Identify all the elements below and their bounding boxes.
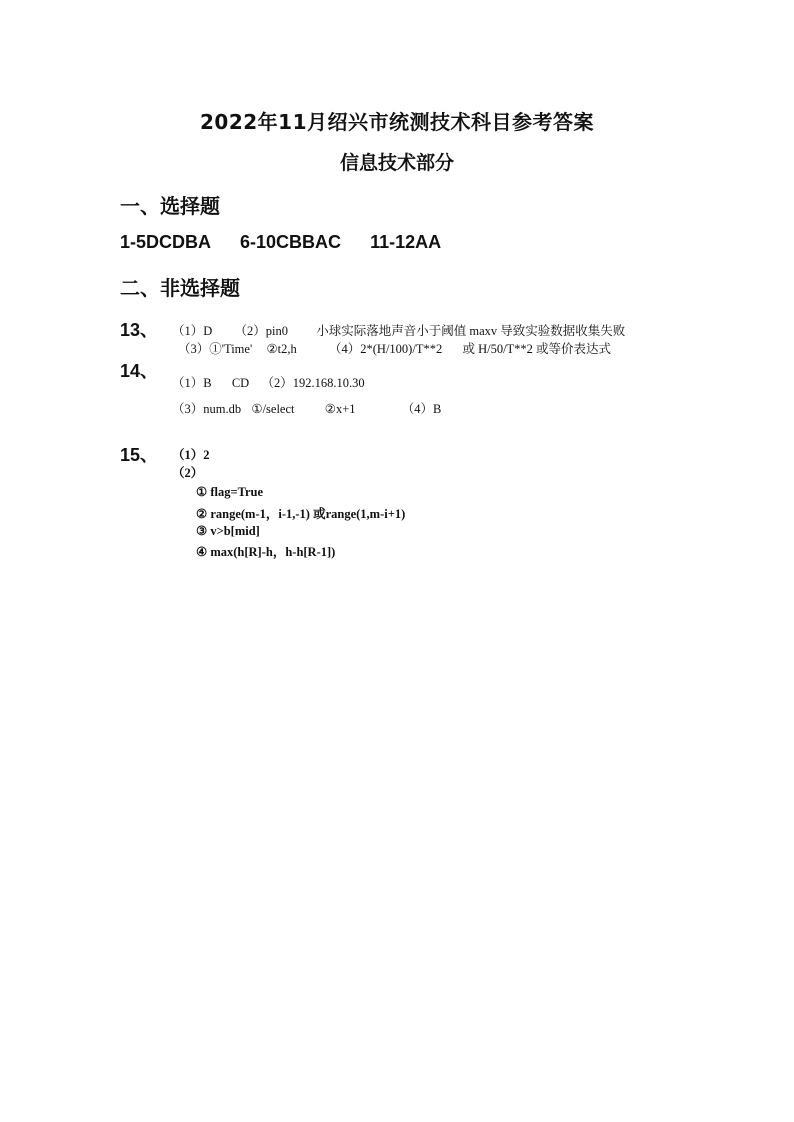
choice-answer-group: 6-10CBBAC (240, 232, 342, 252)
q14-part-3: （3）num.db (172, 402, 242, 416)
section-heading-choice: 一、选择题 (120, 194, 220, 218)
q14-part-3-first: ①/select (251, 402, 295, 416)
q13-answer-line-1 (172, 321, 625, 339)
choice-answer-group: 1-5DCDBA (120, 232, 212, 252)
question-number-15: 15、 (120, 445, 159, 465)
choice-answer-group: 11-12AA (370, 232, 442, 252)
q13-part-4: （4）2*(H/100)/T**2 (329, 342, 443, 356)
q14-part-1-second: CD (231, 376, 250, 390)
q14-answer-line-1 (172, 373, 365, 391)
page-title: 2022年11月绍兴市统测技术科目参考答案 (200, 110, 594, 134)
q13-answer-line-2 (178, 339, 611, 357)
question-number-13: 13、 (120, 320, 159, 340)
q15-blank-2: ② range(m-1，i-1,-1) 或range(1,m-i+1) (196, 507, 406, 521)
q13-part-3-second: ②t2,h (266, 342, 297, 356)
q13-part-3: （3）①'Time' (178, 342, 253, 356)
q14-part-1: （1）B (172, 376, 212, 390)
q15-part-2: （2） (172, 466, 204, 480)
section-heading-nonchoice: 二、非选择题 (120, 276, 240, 300)
q14-part-3-second: ②x+1 (324, 402, 356, 416)
question-number-14: 14、 (120, 361, 159, 381)
q14-answer-line-2 (172, 399, 441, 417)
q15-blank-3: ③ v>b[mid] (196, 524, 260, 538)
q13-part-1: （1）D (172, 324, 213, 338)
q13-part-4-alt: 或 H/50/T**2 或等价表达式 (462, 342, 612, 356)
q14-part-2: （2）192.168.10.30 (261, 376, 365, 390)
page-subtitle: 信息技术部分 (339, 152, 454, 174)
q13-part-2-explanation: 小球实际落地声音小于阈值 maxv 导致实验数据收集失败 (316, 324, 626, 338)
choice-answers (120, 232, 465, 253)
q14-part-4: （4）B (401, 402, 442, 416)
q15-blank-1: ① flag=True (196, 485, 264, 499)
q13-part-2: （2）pin0 (234, 324, 289, 338)
q15-blank-4: ④ max(h[R]-h，h-h[R-1]) (196, 545, 336, 559)
q15-part-1: （1）2 (172, 448, 210, 462)
